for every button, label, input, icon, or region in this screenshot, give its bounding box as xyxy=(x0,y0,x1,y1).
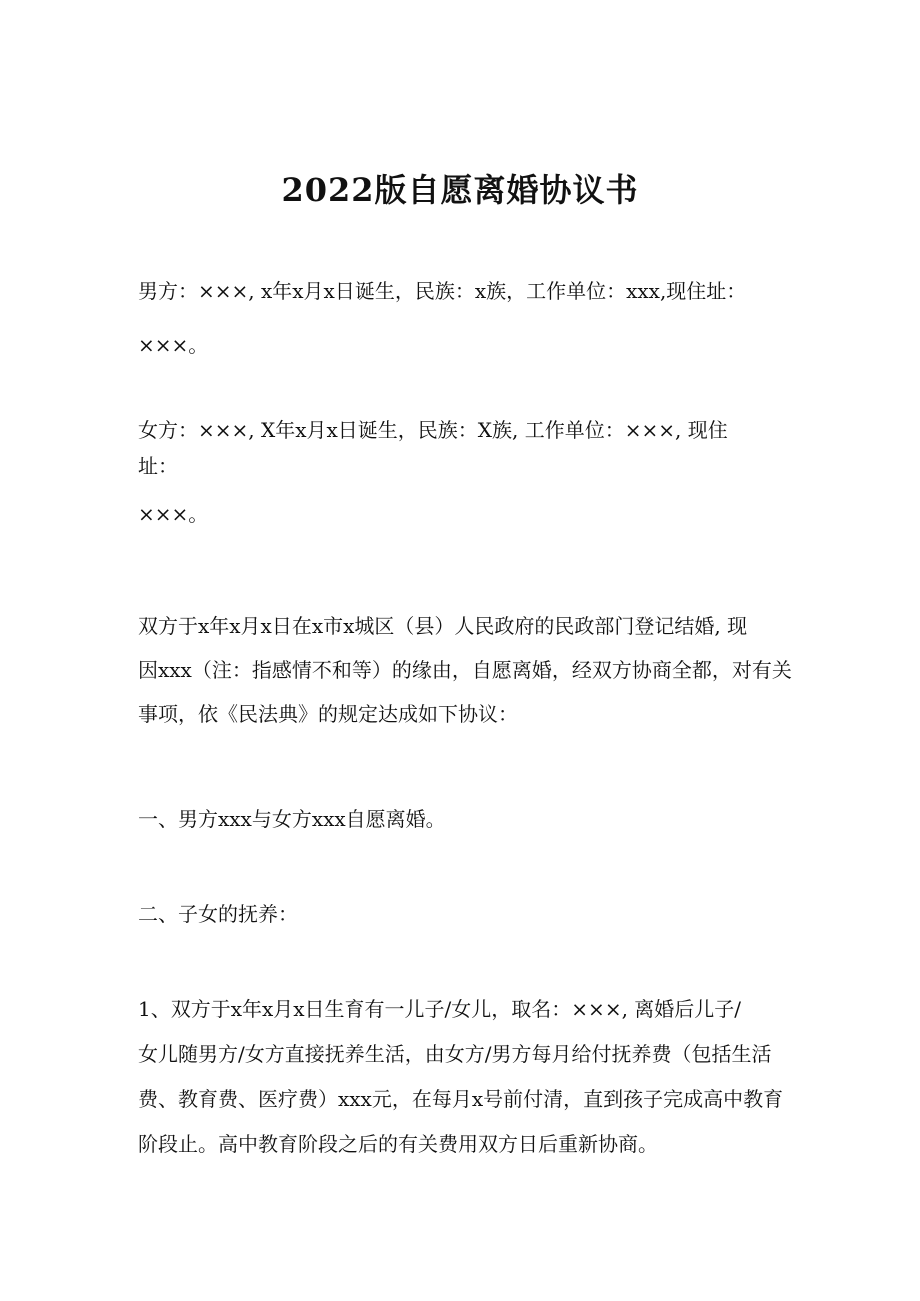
paragraph-line: 址： xyxy=(138,454,178,478)
paragraph-female-party xyxy=(138,412,788,532)
paragraph-male-party xyxy=(138,270,788,366)
paragraph-marriage-background xyxy=(138,604,792,736)
paragraph-line: 事项，依《民法典》的规定达成如下协议： xyxy=(138,702,518,726)
clause-two-heading xyxy=(138,893,788,935)
paragraph-line: 阶段止。高中教育阶段之后的有关费用双方日后重新协商。 xyxy=(138,1132,658,1156)
clause-two-item-one xyxy=(138,987,788,1167)
paragraph-line: 一、男方xxx与女方xxx自愿离婚。 xyxy=(138,807,446,831)
paragraph-line: 男方：×××, x年x月x日诞生，民族：x族，工作单位：xxx,现住址： xyxy=(138,279,747,303)
paragraph-line: 二、子女的抚养： xyxy=(138,902,298,926)
paragraph-line: 双方于x年x月x日在x市x城区（县）人民政府的民政部门登记结婚, 现 xyxy=(138,614,748,638)
paragraph-line: 1、双方于x年x月x日生育有一儿子/女儿，取名：×××, 离婚后儿子/ xyxy=(138,997,742,1021)
paragraph-line: 女方：×××, X年x月x日诞生，民族：X族, 工作单位：×××, 现住 xyxy=(138,418,728,442)
paragraph-line: 费、教育费、医疗费）xxx元，在每月x号前付清，直到孩子完成高中教育 xyxy=(138,1087,784,1111)
clause-one xyxy=(138,798,788,840)
paragraph-line: ×××。 xyxy=(138,502,209,526)
document-title: 2022版自愿离婚协议书 xyxy=(281,171,639,210)
paragraph-line: 女儿随男方/女方直接抚养生活，由女方/男方每月给付抚养费（包括生活 xyxy=(138,1042,772,1066)
paragraph-line: ×××。 xyxy=(138,333,209,357)
paragraph-line: 因xxx（注：指感情不和等）的缘由，自愿离婚，经双方协商全都，对有关 xyxy=(138,658,792,682)
